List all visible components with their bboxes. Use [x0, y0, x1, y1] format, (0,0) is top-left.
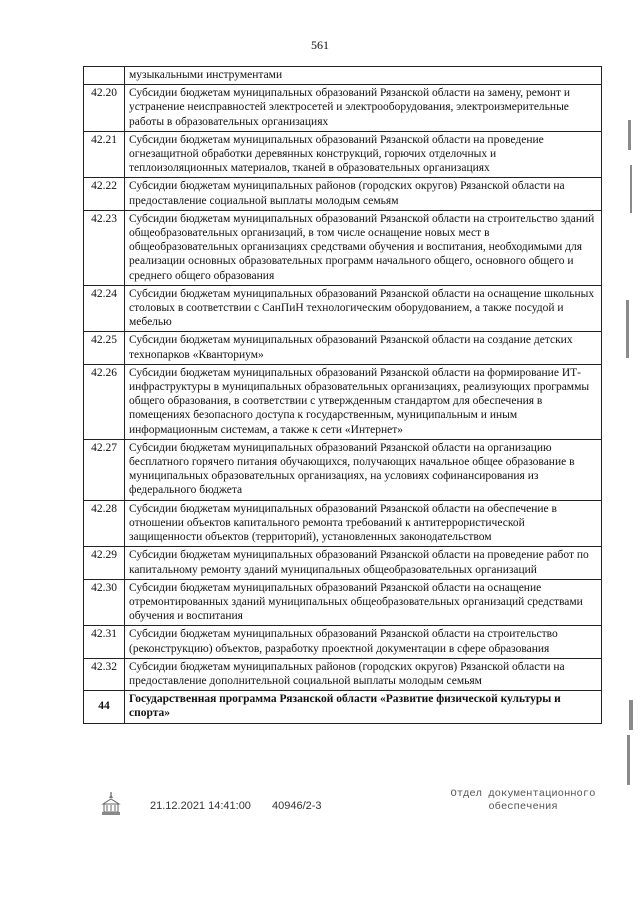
scan-mark	[628, 120, 631, 150]
page-number: 561	[311, 38, 329, 52]
table-row	[84, 332, 602, 364]
table-row	[84, 500, 602, 547]
scan-mark	[627, 735, 630, 785]
row-description: музыкальными инструментами	[125, 67, 602, 85]
row-number: 42.32	[84, 658, 125, 690]
table-row	[84, 547, 602, 579]
budget-items-table	[83, 66, 602, 724]
row-description: Субсидии бюджетам муниципальных районов (городских округов) Рязанской области на предоставление социальной выплаты молодым семьям	[125, 178, 602, 210]
row-number: 42.20	[84, 85, 125, 132]
row-number: 42.30	[84, 579, 125, 626]
row-description: Субсидии бюджетам муниципальных образований Рязанской области на оснащение отремонтированных зданий муниципальных общеобразовательных организаций средствами обучения и воспитания	[125, 579, 602, 626]
row-description: Субсидии бюджетам муниципальных образований Рязанской области на строительство (реконструкцию) объектов, разработку проектной документации в сфере образования	[125, 626, 602, 658]
row-description: Субсидии бюджетам муниципальных образований Рязанской области на проведение работ по капитальному ремонту зданий муниципальных общеобразовательных организаций	[125, 547, 602, 579]
row-number	[84, 67, 125, 85]
print-timestamp: 21.12.2021 14:41:00	[150, 800, 251, 812]
row-number: 42.31	[84, 626, 125, 658]
row-number: 42.26	[84, 364, 125, 439]
footer	[0, 788, 640, 836]
table-body	[84, 67, 602, 724]
table-row	[84, 626, 602, 658]
row-number: 42.21	[84, 131, 125, 178]
table-row	[84, 67, 602, 85]
row-description: Субсидии бюджетам муниципальных образований Рязанской области на замену, ремонт и устранение неисправностей электросетей и электрооборудования, электроизмерительные работы в образовательных организациях	[125, 85, 602, 132]
row-description: Субсидии бюджетам муниципальных образований Рязанской области на обеспечение в отношении объектов капитального ремонта требований к антитеррористической защищенности объектов (территорий), установленных законодательством	[125, 500, 602, 547]
row-description: Субсидии бюджетам муниципальных образований Рязанской области на формирование ИТ-инфраструктуры в муниципальных образовательных организациях, реализующих программы общего образования, в соответствии с утвержденным стандартом для обеспечения в помещениях безопасного доступа к государственным, муниципальным и иным информационным системам, а также к сети «Интернет»	[125, 364, 602, 439]
document-id: 40946/2-3	[272, 800, 322, 812]
scan-mark	[630, 165, 632, 213]
table-row	[84, 131, 602, 178]
table-row	[84, 85, 602, 132]
row-description: Субсидии бюджетам муниципальных образований Рязанской области на оснащение школьных столовых в соответствии с СанПиН технологическим оборудованием, а также посудой и мебелью	[125, 285, 602, 332]
row-number: 42.28	[84, 500, 125, 547]
row-number: 44	[84, 691, 125, 723]
row-number: 42.25	[84, 332, 125, 364]
row-description: Субсидии бюджетам муниципальных образований Рязанской области на организацию бесплатного горячего питания обучающихся, получающих начальное общее образование в муниципальных образовательных организациях, на условиях софинансирования из федерального бюджета	[125, 439, 602, 500]
table-row	[84, 691, 602, 723]
table-row	[84, 285, 602, 332]
department-line-2: обеспечения	[488, 801, 558, 813]
table-row	[84, 364, 602, 439]
table-row	[84, 178, 602, 210]
department-stamp	[448, 788, 598, 814]
row-number: 42.23	[84, 210, 125, 285]
row-description: Государственная программа Рязанской области «Развитие физической культуры и спорта»	[125, 691, 602, 723]
row-description: Субсидии бюджетам муниципальных образований Рязанской области на создание детских технопарков «Кванториум»	[125, 332, 602, 364]
row-number: 42.24	[84, 285, 125, 332]
row-number: 42.22	[84, 178, 125, 210]
row-description: Субсидии бюджетам муниципальных образований Рязанской области на проведение огнезащитной обработки деревянных конструкций, горючих отделочных и теплоизоляционных материалов, тканей в образовательных организациях	[125, 131, 602, 178]
department-line-1: Отдел документационного	[450, 788, 596, 800]
row-description: Субсидии бюджетам муниципальных районов (городских округов) Рязанской области на предоставление дополнительной социальной выплаты молодым семьям	[125, 658, 602, 690]
scan-mark	[626, 300, 629, 358]
row-description: Субсидии бюджетам муниципальных образований Рязанской области на строительство зданий общеобразовательных организаций, в том числе оснащение новых мест в общеобразовательных организациях средствами обучения и воспитания, необходимыми для реализации основных образовательных программ начального общего, основного общего и среднего общего образования	[125, 210, 602, 285]
row-number: 42.29	[84, 547, 125, 579]
table-row	[84, 658, 602, 690]
table-row	[84, 579, 602, 626]
table-row	[84, 439, 602, 500]
table-row	[84, 210, 602, 285]
row-number: 42.27	[84, 439, 125, 500]
scan-mark	[629, 700, 633, 730]
emblem-icon	[100, 792, 122, 818]
